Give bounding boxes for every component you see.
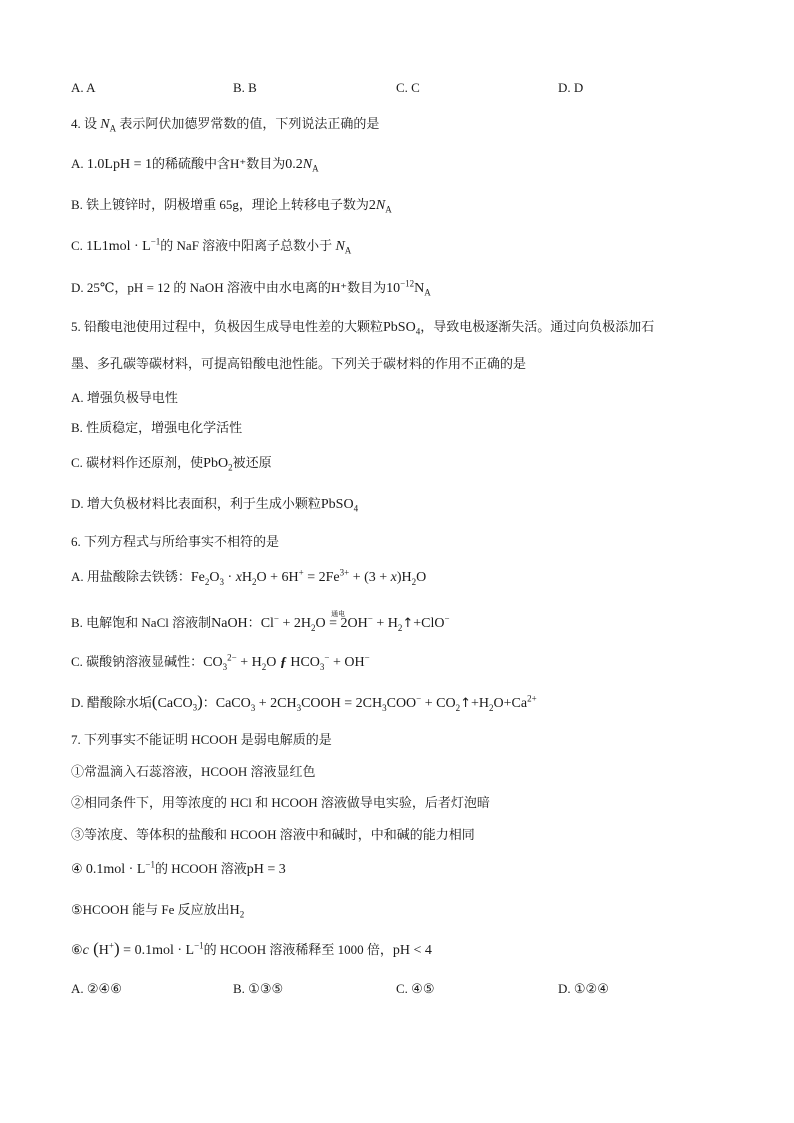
q6-option-a: A. 用盐酸除去铁锈：$Fe_2O_3 \cdot xH_2O + 6H^+ = 2Fe^{3+} + (3 + x)H_2O$ xyxy=(71,567,427,587)
q3-option-c: C. C xyxy=(396,80,420,95)
q5-option-c: C. 碳材料作还原剂，使PbO$_2$被还原 xyxy=(71,455,272,473)
q6-option-c: C. 碳酸钠溶液显碱性：$CO_3^{2-} + H_2O$ ƒ $HCO_3^- + OH^-$ xyxy=(71,652,370,672)
q7-statement-6: ⑥c $(H^+) = 0.1mol \cdot L^{-1}$的 HCOOH 溶液稀释至 1000 倍，pH < 4 xyxy=(71,939,432,958)
q7-statement-3: ③等浓度、等体积的盐酸和 HCOOH 溶液中和碱时，中和碱的能力相同 xyxy=(71,827,475,842)
q4-option-a: A. 1.0LpH = 1的稀硫酸中含H⁺数目为$0.2N_A$ xyxy=(71,156,319,174)
q7-option-c: C. ④⑤ xyxy=(396,981,435,996)
q5-option-d: D. 增大负极材料比表面积，利于生成小颗粒PbSO$_4$ xyxy=(71,496,359,514)
q3-option-a: A. A xyxy=(71,80,96,95)
q5-stem-line2: 墨、多孔碳等碳材料，可提高铅酸电池性能。下列关于碳材料的作用不正确的是 xyxy=(71,356,527,371)
q5-stem-line1: 5. 铅酸电池使用过程中，负极因生成导电性差的大颗粒PbSO$_4$，导致电极逐渐失活。通过向负极添加石 xyxy=(71,319,655,337)
q3-option-d: D. D xyxy=(558,80,584,95)
q4-option-d: D. 25℃，pH = 12 的 NaOH 溶液中由水电离的H⁺数目为$10^{-12}N_A$ xyxy=(71,278,431,298)
q4-option-c: C. $1L1mol \cdot L^{-1}$的 NaF 溶液中阳离子总数小于 $N_A$ xyxy=(71,236,352,256)
q3-option-b: B. B xyxy=(233,80,257,95)
electrolysis-condition: 通电 = xyxy=(329,610,346,631)
q7-statement-5: ⑤HCOOH 能与 Fe 反应放出$H_2$ xyxy=(71,902,245,920)
q6-stem: 6. 下列方程式与所给事实不相符的是 xyxy=(71,534,280,549)
q5-option-b: B. 性质稳定，增强电化学活性 xyxy=(71,420,243,435)
q7-statement-2: ②相同条件下，用等浓度的 HCl 和 HCOOH 溶液做导电实验，后者灯泡暗 xyxy=(71,795,490,810)
q7-option-d: D. ①②④ xyxy=(558,981,609,996)
q6-option-d: D. 醋酸除水垢(CaCO$_3$)：CaCO$_3$ + $2CH_3COOH = 2CH_3COO^-$ + $CO_2↑+H_2O+Ca^{2+}$ xyxy=(71,692,537,713)
q4-option-b: B. 铁上镀锌时，阴极增重 65g，理论上转移电子数为$2N_A$ xyxy=(71,197,392,215)
q6-option-b: B. 电解饱和 NaCl 溶液制NaOH：$Cl^- + 2H_2O$ 通电 = $2OH^- + H_2↑+ClO^-$ xyxy=(71,610,450,633)
q7-statement-4: ④ $0.1mol \cdot L^{-1}$的 HCOOH 溶液pH = 3 xyxy=(71,859,286,877)
q4-stem: 4. 设 $N_A$ 表示阿伏加德罗常数的值，下列说法正确的是 xyxy=(71,116,380,134)
q7-statement-1: ①常温滴入石蕊溶液，HCOOH 溶液显红色 xyxy=(71,764,316,779)
q7-stem: 7. 下列事实不能证明 HCOOH 是弱电解质的是 xyxy=(71,732,332,747)
q5-option-a: A. 增强负极导电性 xyxy=(71,390,178,405)
q7-option-a: A. ②④⑥ xyxy=(71,981,122,996)
q7-option-b: B. ①③⑤ xyxy=(233,981,284,996)
